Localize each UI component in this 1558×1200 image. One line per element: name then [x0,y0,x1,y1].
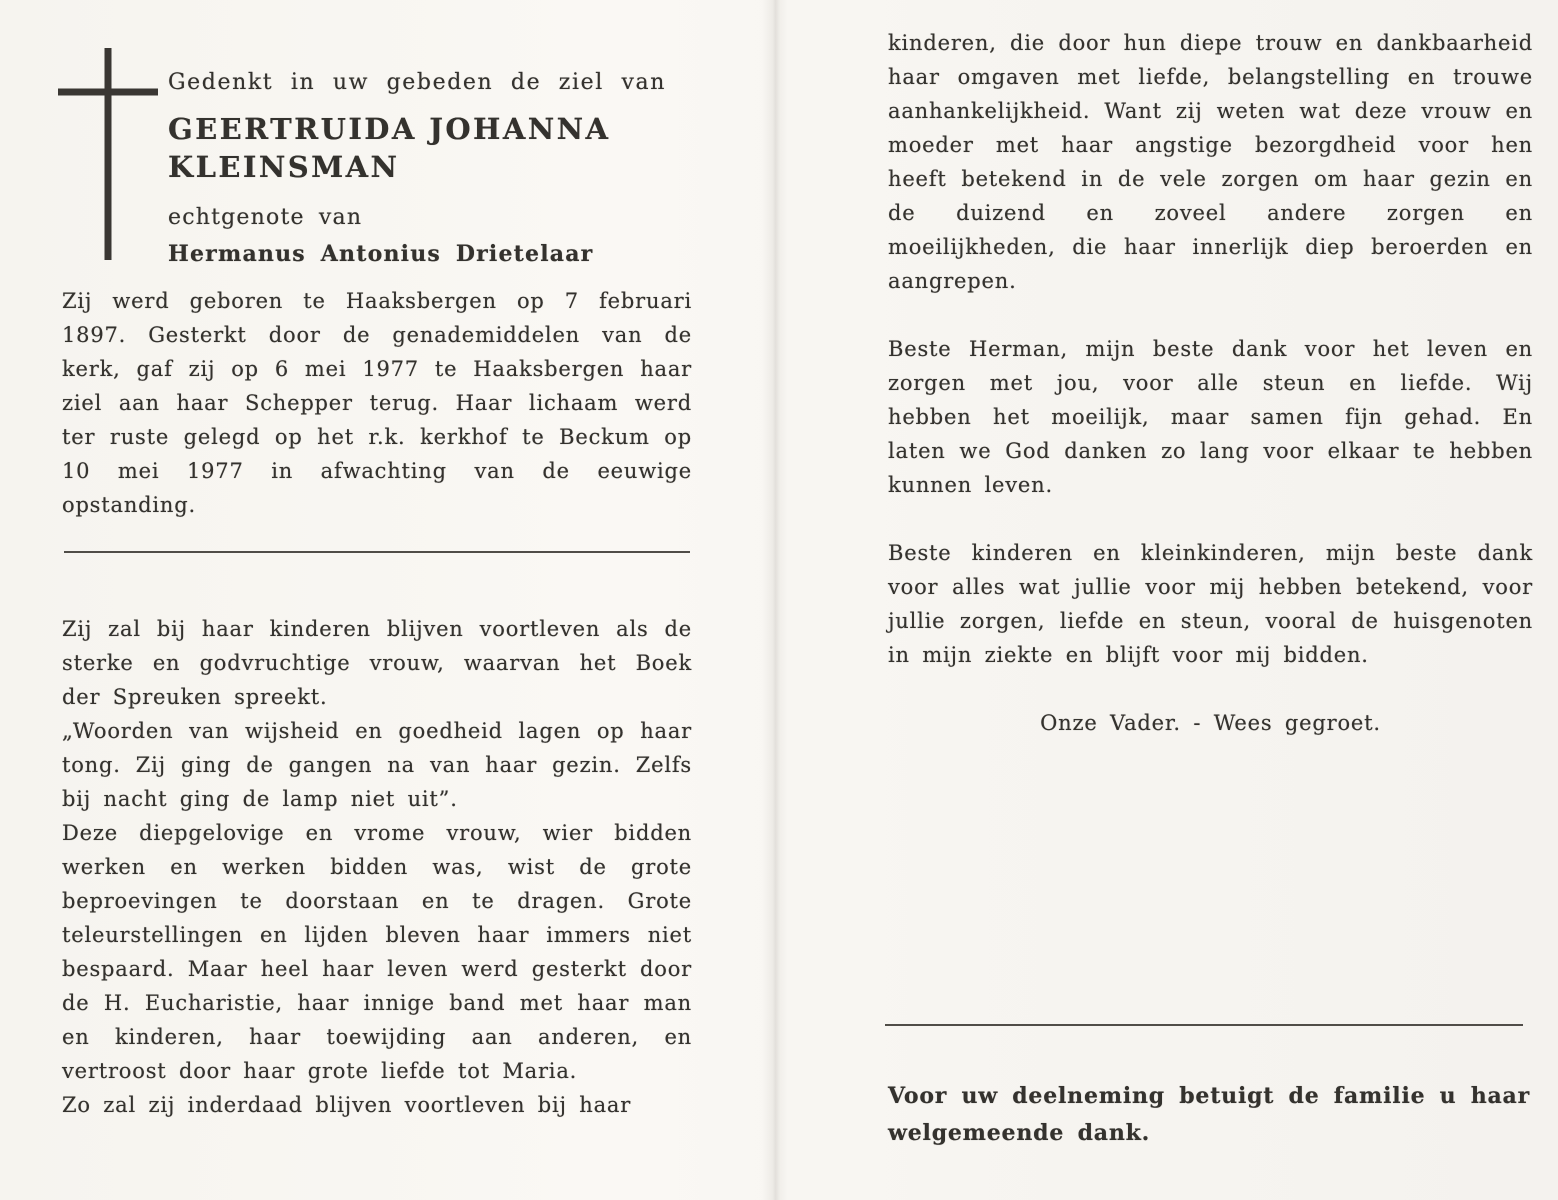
faith-paragraph: Deze diepgelovige en vrome vrouw, wier bidden werken en werken bidden was, wist de grote beproevingen te doorstaan en te dragen. Grote teleurstellingen en lijden bleven haar immers niet bespaard. Maar heel haar leven werd gesterkt door de H. Eucharistie, haar innige band met haar man en kinderen, haar toewijding aan anderen, en vertroost door haar grote liefde tot Maria. [62,821,692,1083]
continuation-line: Zo zal zij inderdaad blijven voortleven bij haar [62,1093,632,1117]
grandchildren-paragraph: Beste kinderen en kleinkinderen, mijn beste dank voor alles wat jullie voor mij hebben betekend, voor jullie zorgen, liefde en steun, vooral de huisgenoten in mijn ziekte en blijft voor mij bidden. [888,541,1533,667]
legacy-paragraph: Zij zal bij haar kinderen blijven voortleven als de sterke en godvruchtige vrouw, waarvan het Boek der Spreuken spreekt. [62,617,692,709]
spouse-name: Hermanus Antonius Drietelaar [168,241,594,267]
children-paragraph: kinderen, die door hun diepe trouw en dankbaarheid haar omgaven met liefde, belangstelling en trouwe aanhankelijkheid. Want zij weten wat deze vrouw en moeder met haar angstige bezorgdheid voor hen heeft betekend in de vele zorgen om haar gezin en de duizend en zoveel andere zorgen en moeilijkheden, die haar innerlijk diep beroerden en aangrepen. [888,31,1533,293]
cross-icon [52,40,164,266]
birth-paragraph: Zij werd geboren te Haaksbergen op 7 februari 1897. Gesterkt door de genademiddelen van de kerk, gaf zij op 6 mei 1977 te Haaksbergen haar ziel aan haar Schepper terug. Haar lichaam werd ter ruste gelegd op het r.k. kerkhof te Beckum op 10 mei 1977 in afwachting van de eeuwige opstanding. [62,289,692,517]
deceased-name [168,110,610,186]
intro-line: Gedenkt in uw gebeden de ziel van [168,70,666,95]
left-divider [64,551,690,553]
herman-paragraph: Beste Herman, mijn beste dank voor het leven en zorgen met jou, voor alle steun en liefde. Wij hebben het moeilijk, maar samen fijn gehad. En laten we God danken zo lang voor elkaar te hebben kunnen leven. [888,337,1533,497]
deceased-name-line2: KLEINSMAN [168,150,400,184]
relation-line: echtgenote van [168,205,363,230]
left-lower-text [62,612,692,1122]
right-upper-text [888,26,1533,774]
proverbs-quote-paragraph: „Woorden van wijsheid en goedheid lagen op haar tong. Zij ging de gangen na van haar gezin. Zelfs bij nacht ging de lamp niet uit”. [62,719,692,811]
prayer-line: Onze Vader. - Wees gegroet. [1040,711,1381,735]
right-divider [885,1024,1523,1026]
center-fold [762,0,788,1200]
deceased-name-line1: GEERTRUIDA JOHANNA [168,112,611,146]
condolence-thanks-paragraph: Voor uw deelneming betuigt de familie u haar welgemeende dank. [888,1083,1530,1146]
